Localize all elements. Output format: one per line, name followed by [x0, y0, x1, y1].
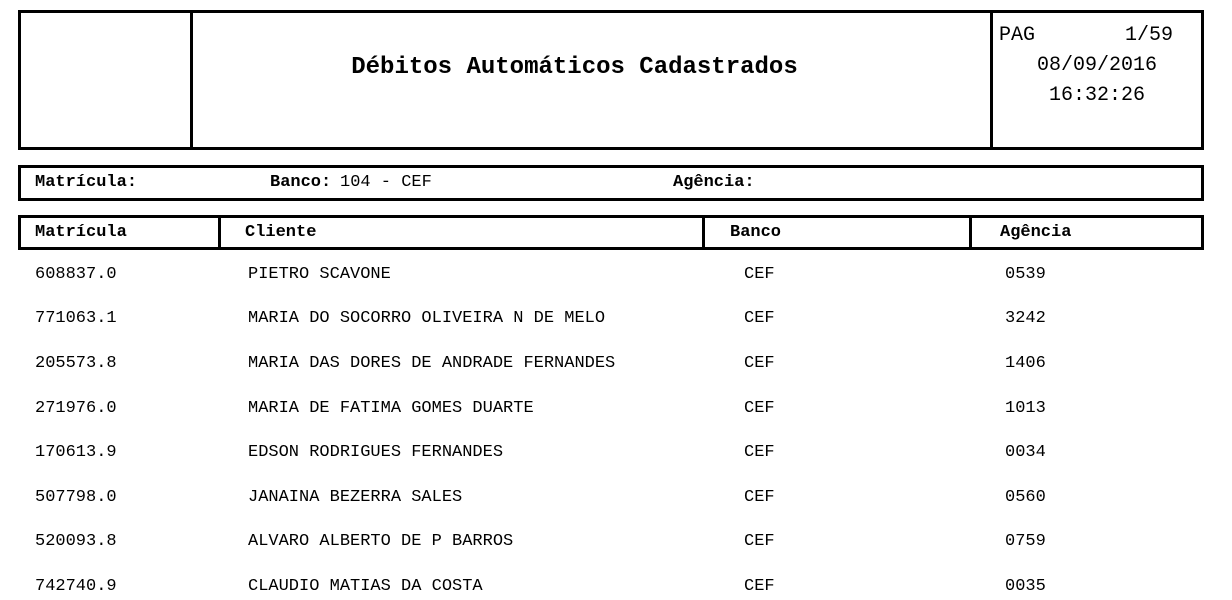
filter-matricula-label: Matrícula:: [35, 173, 138, 192]
cell-banco: CEF: [744, 353, 775, 373]
filter-banco-label: Banco:: [270, 173, 332, 192]
page-info: [990, 13, 1201, 147]
page-label: PAG: [999, 24, 1036, 47]
table-row: [18, 520, 1204, 565]
cell-cliente: MARIA DE FATIMA GOMES DUARTE: [248, 398, 534, 418]
report-time: 16:32:26: [1048, 84, 1145, 107]
cell-banco: CEF: [744, 487, 775, 507]
table-row: [18, 252, 1204, 297]
page-number: 1/59: [1124, 24, 1173, 47]
cell-matricula: 271976.0: [35, 398, 117, 418]
cell-matricula: 520093.8: [35, 532, 117, 552]
cell-agencia: 0539: [1005, 264, 1046, 284]
filter-bar: [18, 165, 1204, 201]
column-header-banco: Banco: [705, 218, 972, 247]
cell-agencia: 0035: [1005, 576, 1046, 596]
table-row: [18, 475, 1204, 520]
table-row: [18, 341, 1204, 386]
cell-cliente: JANAINA BEZERRA SALES: [248, 487, 463, 507]
column-header-matricula: Matrícula: [21, 218, 221, 247]
page-number-line: [993, 21, 1201, 51]
cell-cliente: ALVARO ALBERTO DE P BARROS: [248, 532, 514, 552]
cell-cliente: MARIA DAS DORES DE ANDRADE FERNANDES: [248, 353, 616, 373]
table-row: [18, 564, 1204, 600]
table-row: [18, 297, 1204, 342]
filter-banco-value: 104 - CEF: [340, 173, 432, 192]
table-row: [18, 386, 1204, 431]
cell-matricula: 742740.9: [35, 576, 117, 596]
cell-cliente: EDSON RODRIGUES FERNANDES: [248, 443, 504, 463]
table-header: [18, 215, 1204, 250]
cell-agencia: 1013: [1005, 398, 1046, 418]
cell-banco: CEF: [744, 309, 775, 329]
table-row: [18, 430, 1204, 475]
cell-cliente: CLAUDIO MATIAS DA COSTA: [248, 576, 483, 596]
cell-banco: CEF: [744, 532, 775, 552]
cell-agencia: 0034: [1005, 443, 1046, 463]
cell-banco: CEF: [744, 264, 775, 284]
cell-cliente: PIETRO SCAVONE: [248, 264, 391, 284]
report-date: 08/09/2016: [1036, 54, 1158, 77]
cell-agencia: 1406: [1005, 353, 1046, 373]
cell-agencia: 0560: [1005, 487, 1046, 507]
cell-matricula: 608837.0: [35, 264, 117, 284]
page-title: Débitos Automáticos Cadastrados: [351, 54, 798, 81]
cell-matricula: 170613.9: [35, 443, 117, 463]
column-header-agencia: Agência: [1000, 223, 1072, 242]
cell-agencia: 0759: [1005, 532, 1046, 552]
table-body: [18, 252, 1204, 600]
report-header: [18, 10, 1204, 150]
cell-banco: CEF: [744, 576, 775, 596]
filter-agencia-label: Agência:: [673, 173, 755, 192]
cell-banco: CEF: [744, 443, 775, 463]
cell-matricula: 507798.0: [35, 487, 117, 507]
cell-banco: CEF: [744, 398, 775, 418]
cell-matricula: 205573.8: [35, 353, 117, 373]
logo-placeholder: [21, 13, 193, 147]
cell-cliente: MARIA DO SOCORRO OLIVEIRA N DE MELO: [248, 309, 606, 329]
cell-agencia: 3242: [1005, 309, 1046, 329]
column-header-cliente: Cliente: [221, 218, 705, 247]
cell-matricula: 771063.1: [35, 309, 117, 329]
title-area: [193, 13, 990, 147]
